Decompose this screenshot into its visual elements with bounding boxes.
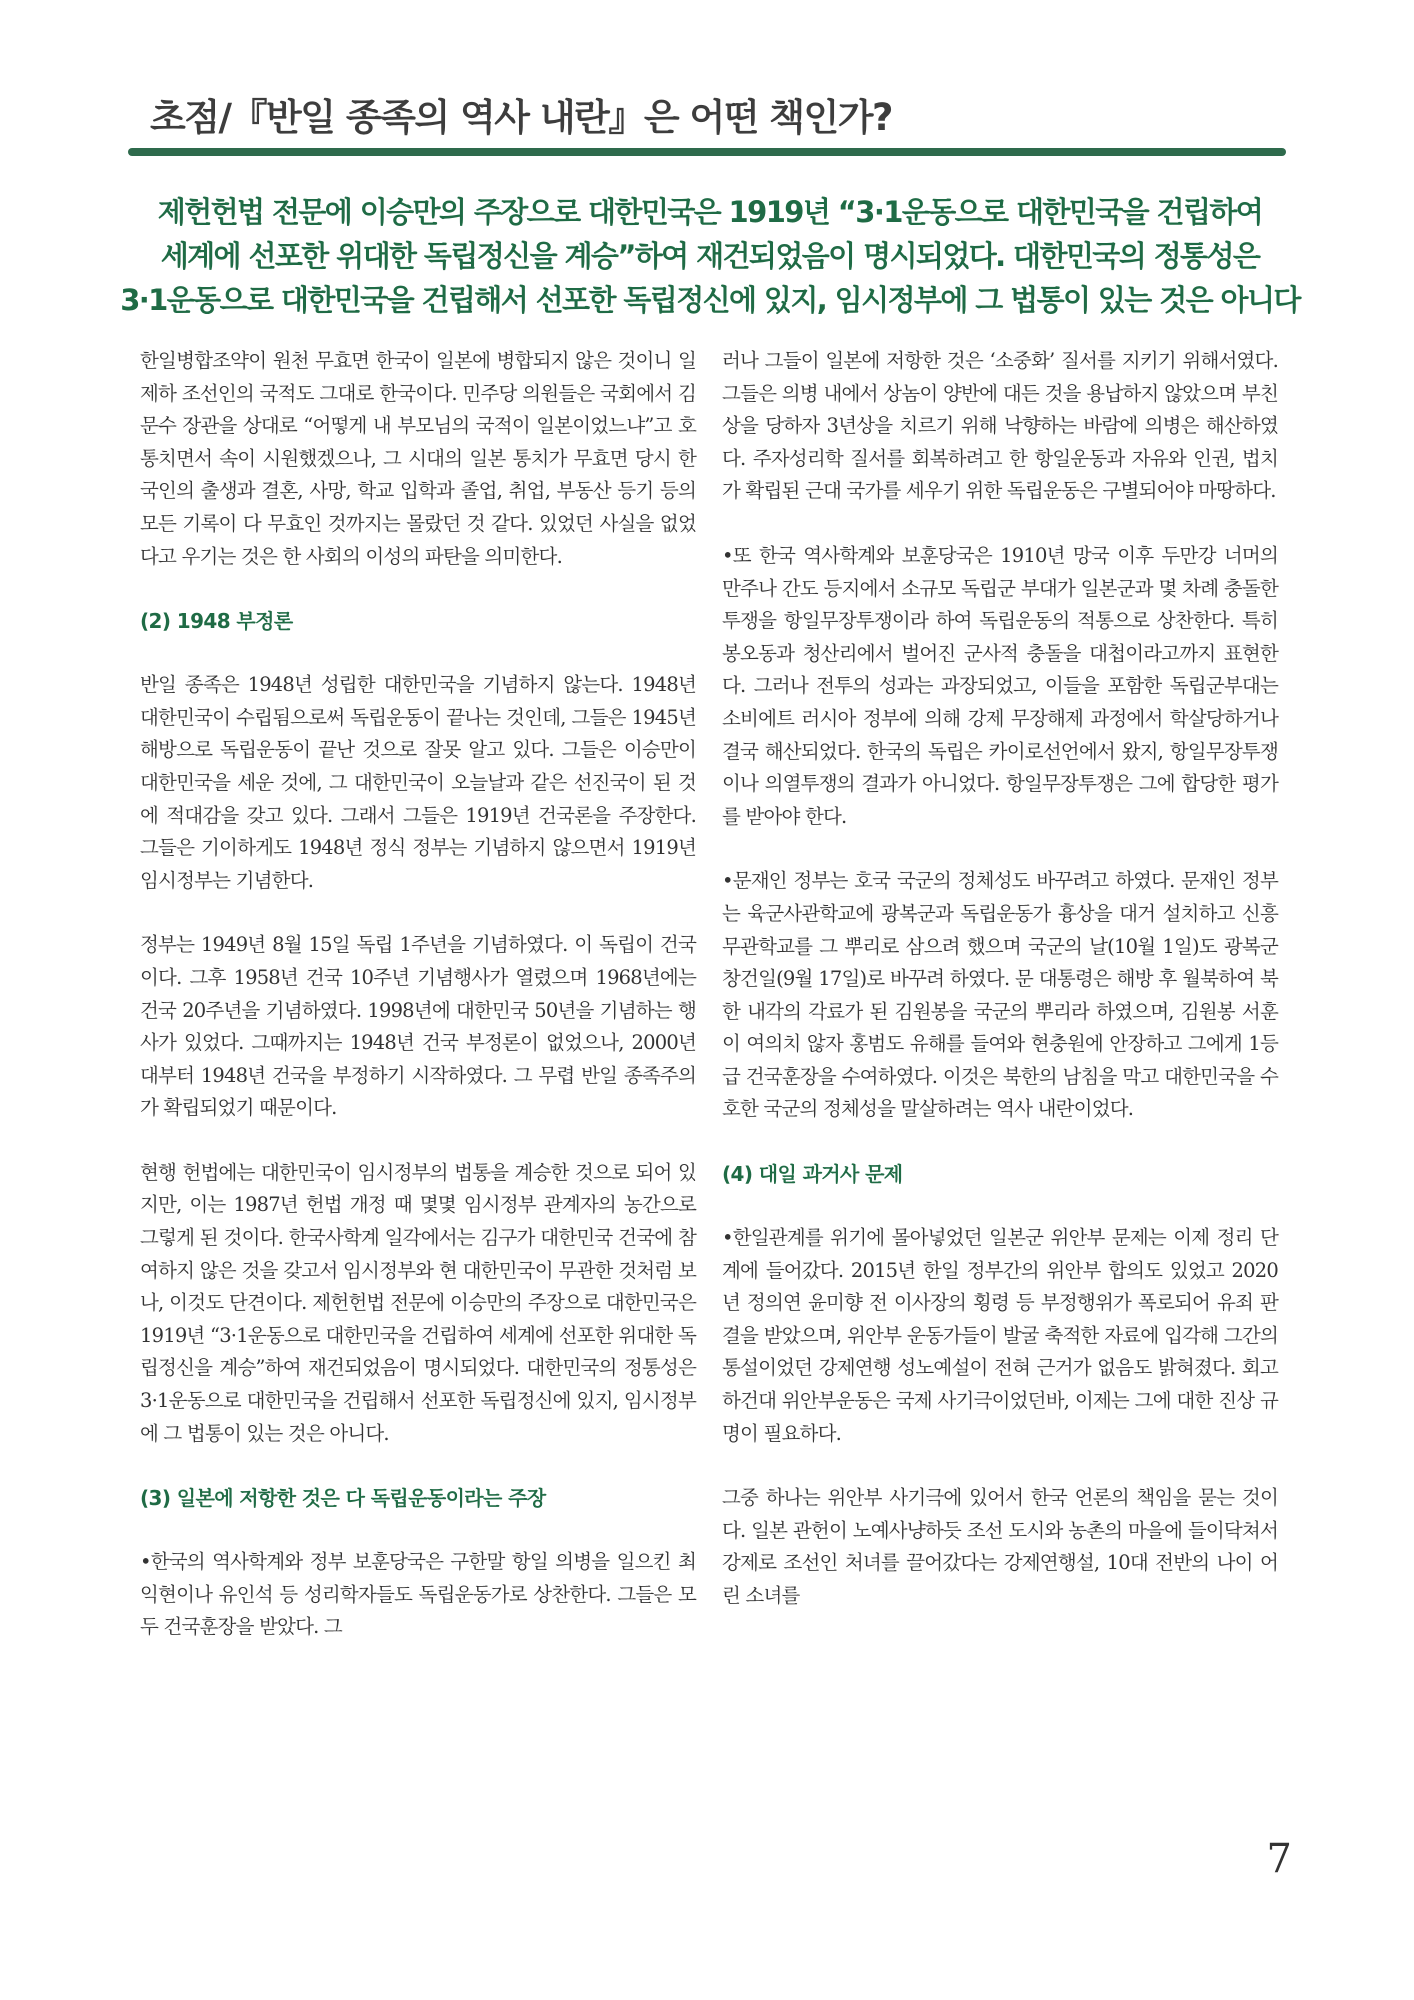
subheading-1948-denial: (2) 1948 부정론: [140, 609, 293, 634]
paragraph: 한일병합조약이 원천 무효면 한국이 일본에 병합되지 않은 것이니 일제하 조선인의 국적도 그대로 한국이다. 민주당 의원들은 국회에서 김문수 장관을 상대로 “어떻게 내 부모님의 국적이 일본이었느냐”고 호통치면서 속이 시원했겠으나, 그 시대의 일본 통치가 무효면 당시 한국인의 출생과 결혼, 사망, 학교 입학과 졸업, 취업, 부동산 등기 등의 모든 기록이 다 무효인 것까지는 몰랐던 것 같다. 있었던 사실을 없었다고 우기는 것은 한 사회의 이성의 파탄을 의미한다.: [140, 349, 696, 568]
paragraph: 정부는 1949년 8월 15일 독립 1주년을 기념하였다. 이 독립이 건국이다. 그후 1958년 건국 10주년 기념행사가 열렸으며 1968년에는 건국 20주년을 기념하였다. 1998년에 대한민국 50년을 기념하는 행사가 있었다. 그때까지는 1948년 건국 부정론이 없었으나, 2000년대부터 1948년 건국을 부정하기 시작하였다. 그 무렵 반일 종족주의가 확립되었기 때문이다.: [140, 933, 696, 1120]
right-column: [722, 345, 1278, 1645]
page-header: [150, 88, 1290, 148]
page-number: 7: [1266, 1836, 1292, 1882]
paragraph: •한일관계를 위기에 몰아넣었던 일본군 위안부 문제는 이제 정리 단계에 들어갔다. 2015년 한일 정부간의 위안부 합의도 있었고 2020년 정의연 윤미향 전 이사장의 횡령 등 부정행위가 폭로되어 유죄 판결을 받았으며, 위안부 운동가들이 발굴 축적한 자료에 입각해 그간의 통설이었던 강제연행 성노예설이 전혀 근거가 없음도 밝혀졌다. 회고하건대 위안부운동은 국제 사기극이었던바, 이제는 그에 대한 진상 규명이 필요하다.: [722, 1226, 1278, 1445]
left-column: [140, 345, 696, 1676]
paragraph: •또 한국 역사학계와 보훈당국은 1910년 망국 이후 두만강 너머의 만주나 간도 등지에서 소규모 독립군 부대가 일본군과 몇 차례 충돌한 투쟁을 항일무장투쟁이라 하여 독립운동의 적통으로 상찬한다. 특히 봉오동과 청산리에서 벌어진 군사적 충돌을 대첩이라고까지 표현한다. 그러나 전투의 성과는 과장되었고, 이들을 포함한 독립군부대는 소비에트 러시아 정부에 의해 강제 무장해제 과정에서 학살당하거나 결국 해산되었다. 한국의 독립은 카이로선언에서 왔지, 항일무장투쟁이나 의열투쟁의 결과가 아니었다. 항일무장투쟁은 그에 합당한 평가를 받아야 한다.: [722, 543, 1278, 828]
headline-line: 3·1운동으로 대한민국을 건립해서 선포한 독립정신에 있지, 임시정부에 그 법통이 있는 것은 아니다: [120, 283, 1300, 317]
subheading-past-issues: (4) 대일 과거사 문제: [722, 1162, 903, 1187]
headline: [110, 190, 1310, 322]
headline-line: 제헌헌법 전문에 이승만의 주장으로 대한민국은 1919년 “3·1운동으로 대한민국을 건립하여: [157, 195, 1263, 229]
section-title: 초점/『반일 종족의 역사 내란』은 어떤 책인가?: [150, 96, 892, 139]
paragraph: 그중 하나는 위안부 사기극에 있어서 한국 언론의 책임을 묻는 것이다. 일본 관헌이 노예사냥하듯 조선 도시와 농촌의 마을에 들이닥쳐서 강제로 조선인 처녀를 끌어갔다는 강제연행설, 10대 전반의 나이 어린 소녀를: [722, 1486, 1278, 1607]
title-underline: [128, 148, 1286, 156]
headline-line: 세계에 선포한 위대한 독립정신을 계승”하여 재건되었음이 명시되었다. 대한민국의 정통성은: [160, 239, 1260, 273]
paragraph: 현행 헌법에는 대한민국이 임시정부의 법통을 계승한 것으로 되어 있지만, 이는 1987년 헌법 개정 때 몇몇 임시정부 관계자의 농간으로 그렇게 된 것이다. 한국사학계 일각에서는 김구가 대한민국 건국에 참여하지 않은 것을 갖고서 임시정부와 현 대한민국이 무관한 것처럼 보나, 이것도 단견이다. 제헌헌법 전문에 이승만의 주장으로 대한민국은 1919년 “3·1운동으로 대한민국을 건립하여 세계에 선포한 위대한 독립정신을 계승”하여 재건되었음이 명시되었다. 대한민국의 정통성은 3·1운동으로 대한민국을 건립해서 선포한 독립정신에 있지, 임시정부에 그 법통이 있는 것은 아니다.: [140, 1160, 696, 1445]
paragraph: •한국의 역사학계와 정부 보훈당국은 구한말 항일 의병을 일으킨 최익현이나 유인석 등 성리학자들도 독립운동가로 상찬한다. 그들은 모두 건국훈장을 받았다. 그: [140, 1550, 696, 1639]
paragraph: •문재인 정부는 호국 국군의 정체성도 바꾸려고 하였다. 문재인 정부는 육군사관학교에 광복군과 독립운동가 흉상을 대거 설치하고 신흥무관학교를 그 뿌리로 삼으려 했으며 국군의 날(10월 1일)도 광복군 창건일(9월 17일)로 바꾸려 하였다. 문 대통령은 해방 후 월북하여 북한 내각의 각료가 된 김원봉을 국군의 뿌리라 하였으며, 김원봉 서훈이 여의치 않자 홍범도 유해를 들여와 현충원에 안장하고 그에게 1등급 건국훈장을 수여하였다. 이것은 북한의 남침을 막고 대한민국을 수호한 국군의 정체성을 말살하려는 역사 내란이었다.: [722, 869, 1278, 1121]
paragraph: 반일 종족은 1948년 성립한 대한민국을 기념하지 않는다. 1948년 대한민국이 수립됨으로써 독립운동이 끝나는 것인데, 그들은 1945년 해방으로 독립운동이 끝난 것으로 잘못 알고 있다. 그들은 이승만이 대한민국을 세운 것에, 그 대한민국이 오늘날과 같은 선진국이 된 것에 적대감을 갖고 있다. 그래서 그들은 1919년 건국론을 주장한다. 그들은 기이하게도 1948년 정식 정부는 기념하지 않으면서 1919년 임시정부는 기념한다.: [140, 673, 696, 892]
subheading-resistance-claim: (3) 일본에 저항한 것은 다 독립운동이라는 주장: [140, 1486, 546, 1511]
paragraph: 러나 그들이 일본에 저항한 것은 ‘소중화’ 질서를 지키기 위해서였다. 그들은 의병 내에서 상놈이 양반에 대든 것을 용납하지 않았으며 부친상을 당하자 3년상을 치르기 위해 낙향하는 바람에 의병은 해산하였다. 주자성리학 질서를 회복하려고 한 항일운동과 자유와 인권, 법치가 확립된 근대 국가를 세우기 위한 독립운동은 구별되어야 마땅하다.: [722, 349, 1278, 503]
